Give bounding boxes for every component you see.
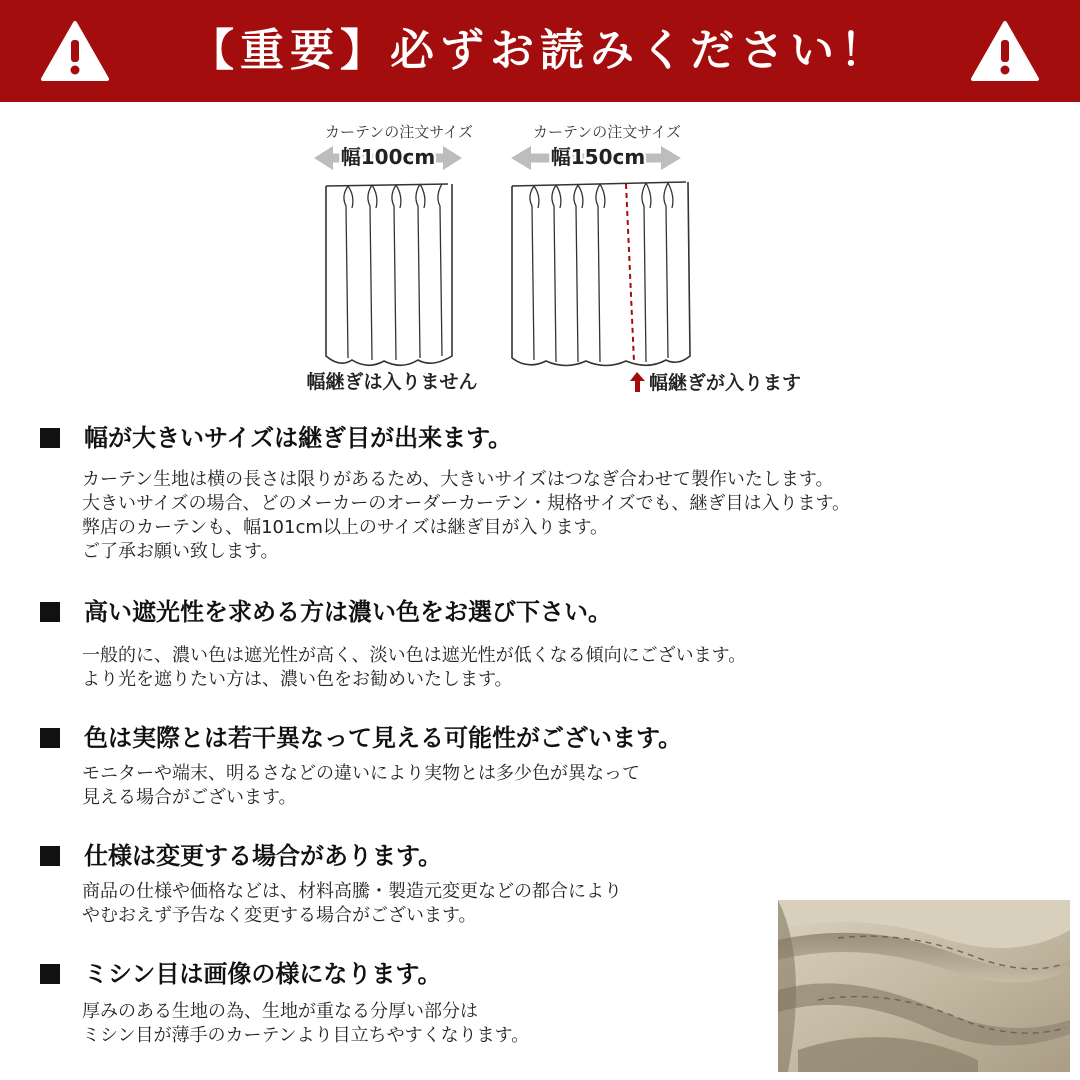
section-line: 商品の仕様や価格などは、材料高騰・製造元変更などの都合により <box>82 881 622 902</box>
section-line: モニターや端末、明るさなどの違いにより実物とは多少色が異なって <box>82 763 640 784</box>
section-body <box>82 644 746 692</box>
seam-line <box>626 184 634 362</box>
fabric-stitch-photo <box>778 900 1070 1072</box>
curtain-width-diagram <box>0 102 1080 412</box>
right-width-label: 幅150cm <box>550 145 646 169</box>
section-body <box>82 762 640 810</box>
warning-icon <box>970 20 1040 82</box>
section-body <box>82 880 622 928</box>
bullet-square-icon <box>40 602 60 622</box>
section-line: ミシン目が薄手のカーテンより目立ちやすくなります。 <box>82 1025 530 1046</box>
bullet-square-icon <box>40 964 60 984</box>
right-seam-note: 幅継ぎが入ります <box>649 372 802 394</box>
section-heading <box>40 418 512 453</box>
right-order-size-caption: カーテンの注文サイズ <box>532 123 682 141</box>
section-line: 大きいサイズの場合、どのメーカーのオーダーカーテン・規格サイズでも、継ぎ目は入ります。 <box>82 493 851 514</box>
bullet-square-icon <box>40 728 60 748</box>
section-line: ご了承お願い致します。 <box>82 541 279 562</box>
section-line: やむおえず予告なく変更する場合がございます。 <box>82 905 477 926</box>
section-body <box>82 468 850 564</box>
curtain-150cm-illustration <box>511 123 801 394</box>
section-line: より光を遮りたい方は、濃い色をお勧めいたします。 <box>82 669 513 690</box>
up-arrow-icon <box>630 372 645 392</box>
section-line: 一般的に、濃い色は遮光性が高く、淡い色は遮光性が低くなる傾向にございます。 <box>82 645 747 666</box>
section-heading-text: 仕様は変更する場合があります。 <box>84 842 443 870</box>
left-seam-note: 幅継ぎは入りません <box>306 371 478 393</box>
section-heading <box>40 836 442 871</box>
bullet-square-icon <box>40 428 60 448</box>
bullet-square-icon <box>40 846 60 866</box>
section-heading-text: 幅が大きいサイズは継ぎ目が出来ます。 <box>84 424 513 452</box>
page-title: 【重要】必ずお読みください！ <box>190 25 890 76</box>
section-line: 厚みのある生地の為、生地が重なる分厚い部分は <box>82 1001 478 1022</box>
section-heading <box>40 718 682 753</box>
section-heading-text: 高い遮光性を求める方は濃い色をお選び下さい。 <box>84 598 612 626</box>
curtain-100cm-illustration <box>306 123 477 393</box>
section-line: カーテン生地は横の長さは限りがあるため、大きいサイズはつなぎ合わせて製作いたします。 <box>82 469 834 490</box>
section-body <box>82 1000 529 1048</box>
section-heading <box>40 954 441 989</box>
section-heading-text: ミシン目は画像の様になります。 <box>84 960 442 988</box>
left-order-size-caption: カーテンの注文サイズ <box>324 123 474 141</box>
section-heading-text: 色は実際とは若干異なって見える可能性がございます。 <box>84 724 683 752</box>
section-heading <box>40 592 612 627</box>
section-line: 見える場合がございます。 <box>82 787 297 808</box>
section-line: 弊店のカーテンも、幅101cm以上のサイズは継ぎ目が入ります。 <box>82 517 609 538</box>
left-width-label: 幅100cm <box>340 145 436 169</box>
